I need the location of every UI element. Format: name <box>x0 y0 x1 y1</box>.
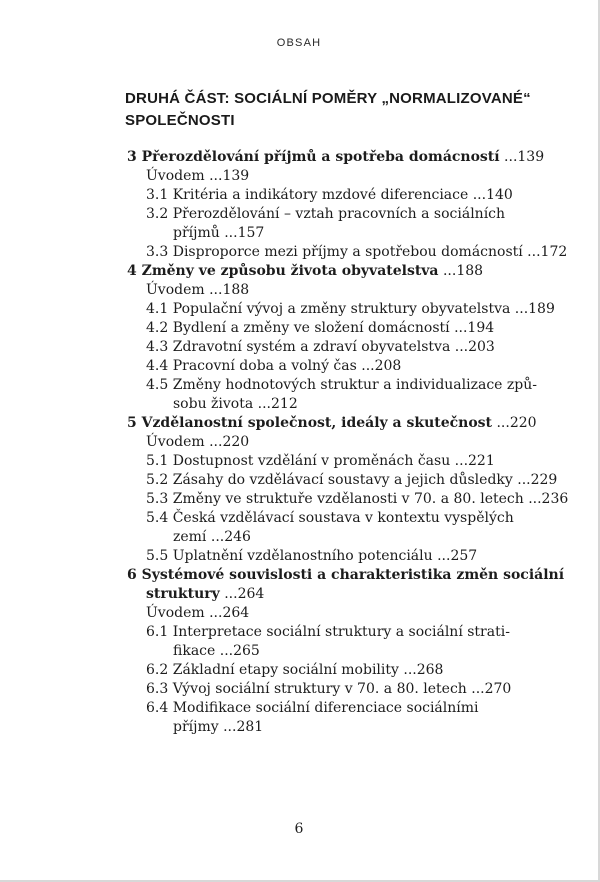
toc-entry-text: 4.3 Zdravotní systém a zdraví obyvatelstva ...203 <box>146 339 495 355</box>
toc-page-number: ...188 <box>438 263 484 279</box>
toc-entry-text: 5.2 Zásahy do vzdělávací soustavy a jejich důsledky ...229 <box>146 472 558 488</box>
toc-section <box>0 376 600 395</box>
toc-section <box>0 452 600 471</box>
toc-entry-text: struktury <box>146 586 220 602</box>
toc-section <box>0 338 600 357</box>
toc-chapter-continuation <box>0 585 600 604</box>
running-head: OBSAH <box>276 37 322 49</box>
toc-section <box>0 680 600 699</box>
toc-entry-text: 5 Vzdělanostní společnost, ideály a skutečnost <box>127 415 493 431</box>
toc-entry-text: Úvodem ...139 <box>146 168 250 184</box>
toc-entry-text: 3.3 Disproporce mezi příjmy a spotřebou domácností ...172 <box>146 244 568 260</box>
toc-page-number: ...139 <box>499 149 545 165</box>
part-title-line-2: SPOLEČNOSTI <box>125 112 235 129</box>
toc-entry-text: příjmů ...157 <box>173 225 265 241</box>
toc-section <box>0 186 600 205</box>
toc-entry-text: fikace ...265 <box>173 643 260 659</box>
toc-entry-text: 4.4 Pracovní doba a volný čas ...208 <box>146 358 402 374</box>
toc-entry-text: 6.3 Vývoj sociální struktury v 70. a 80. letech ...270 <box>146 681 512 697</box>
table-of-contents <box>0 148 600 737</box>
toc-section <box>0 300 600 319</box>
toc-section-continuation <box>0 528 600 547</box>
toc-section <box>0 319 600 338</box>
toc-entry-text: 3 Přerozdělování příjmů a spotřeba domácností <box>127 149 500 165</box>
toc-section <box>0 471 600 490</box>
toc-entry-text: 4.1 Populační vývoj a změny struktury obyvatelstva ...189 <box>146 301 555 317</box>
toc-section <box>0 509 600 528</box>
toc-entry-text: 4.5 Změny hodnotových struktur a individualizace způ- <box>146 377 537 393</box>
toc-entry-text: Úvodem ...220 <box>146 434 250 450</box>
toc-section <box>0 490 600 509</box>
toc-chapter <box>0 148 600 167</box>
toc-entry-text: 5.5 Uplatnění vzdělanostního potenciálu ...257 <box>146 548 478 564</box>
toc-entry-text: příjmy ...281 <box>173 719 264 735</box>
toc-section-continuation <box>0 718 600 737</box>
toc-entry-text: 5.3 Změny ve struktuře vzdělanosti v 70. a 80. letech ...236 <box>146 491 569 507</box>
toc-intro <box>0 167 600 186</box>
toc-entry-text: 3.1 Kritéria a indikátory mzdové diferenciace ...140 <box>146 187 513 203</box>
toc-entry-text: 5.1 Dostupnost vzdělání v proměnách času ...221 <box>146 453 495 469</box>
toc-page-number: ...264 <box>219 586 265 602</box>
toc-section <box>0 357 600 376</box>
toc-section <box>0 623 600 642</box>
toc-entry-text: 4 Změny ve způsobu života obyvatelstva <box>127 263 439 279</box>
toc-entry-text: 6.2 Základní etapy sociální mobility ...268 <box>146 662 444 678</box>
toc-section <box>0 243 600 262</box>
toc-intro <box>0 281 600 300</box>
part-title-line-1: DRUHÁ ČÁST: SOCIÁLNÍ POMĚRY „NORMALIZOVANÉ“ <box>125 90 531 107</box>
toc-section-continuation <box>0 642 600 661</box>
toc-section <box>0 661 600 680</box>
toc-page-number: ...220 <box>492 415 537 431</box>
toc-section-continuation <box>0 395 600 414</box>
toc-entry-text: Úvodem ...188 <box>146 282 250 298</box>
toc-section <box>0 547 600 566</box>
toc-intro <box>0 433 600 452</box>
toc-entry-text: sobu života ...212 <box>173 396 298 412</box>
toc-intro <box>0 604 600 623</box>
toc-entry-text: 4.2 Bydlení a změny ve složení domácností ...194 <box>146 320 495 336</box>
toc-entry-text: 6.1 Interpretace sociální struktury a sociální strati- <box>146 624 510 640</box>
toc-entry-text: 6 Systémové souvislosti a charakteristika změn sociální <box>127 567 565 583</box>
toc-entry-text: Úvodem ...264 <box>146 605 250 621</box>
toc-chapter <box>0 414 600 433</box>
toc-section <box>0 699 600 718</box>
toc-section-continuation <box>0 224 600 243</box>
page-number: 6 <box>294 821 304 837</box>
toc-entry-text: zemí ...246 <box>173 529 251 545</box>
toc-section <box>0 205 600 224</box>
toc-chapter <box>0 262 600 281</box>
toc-entry-text: 6.4 Modifikace sociální diferenciace sociálními <box>146 700 479 716</box>
part-title <box>125 88 545 132</box>
toc-chapter <box>0 566 600 585</box>
toc-entry-text: 5.4 Česká vzdělávací soustava v kontextu vyspělých <box>146 510 514 526</box>
toc-entry-text: 3.2 Přerozdělování – vztah pracovních a sociálních <box>146 206 506 222</box>
